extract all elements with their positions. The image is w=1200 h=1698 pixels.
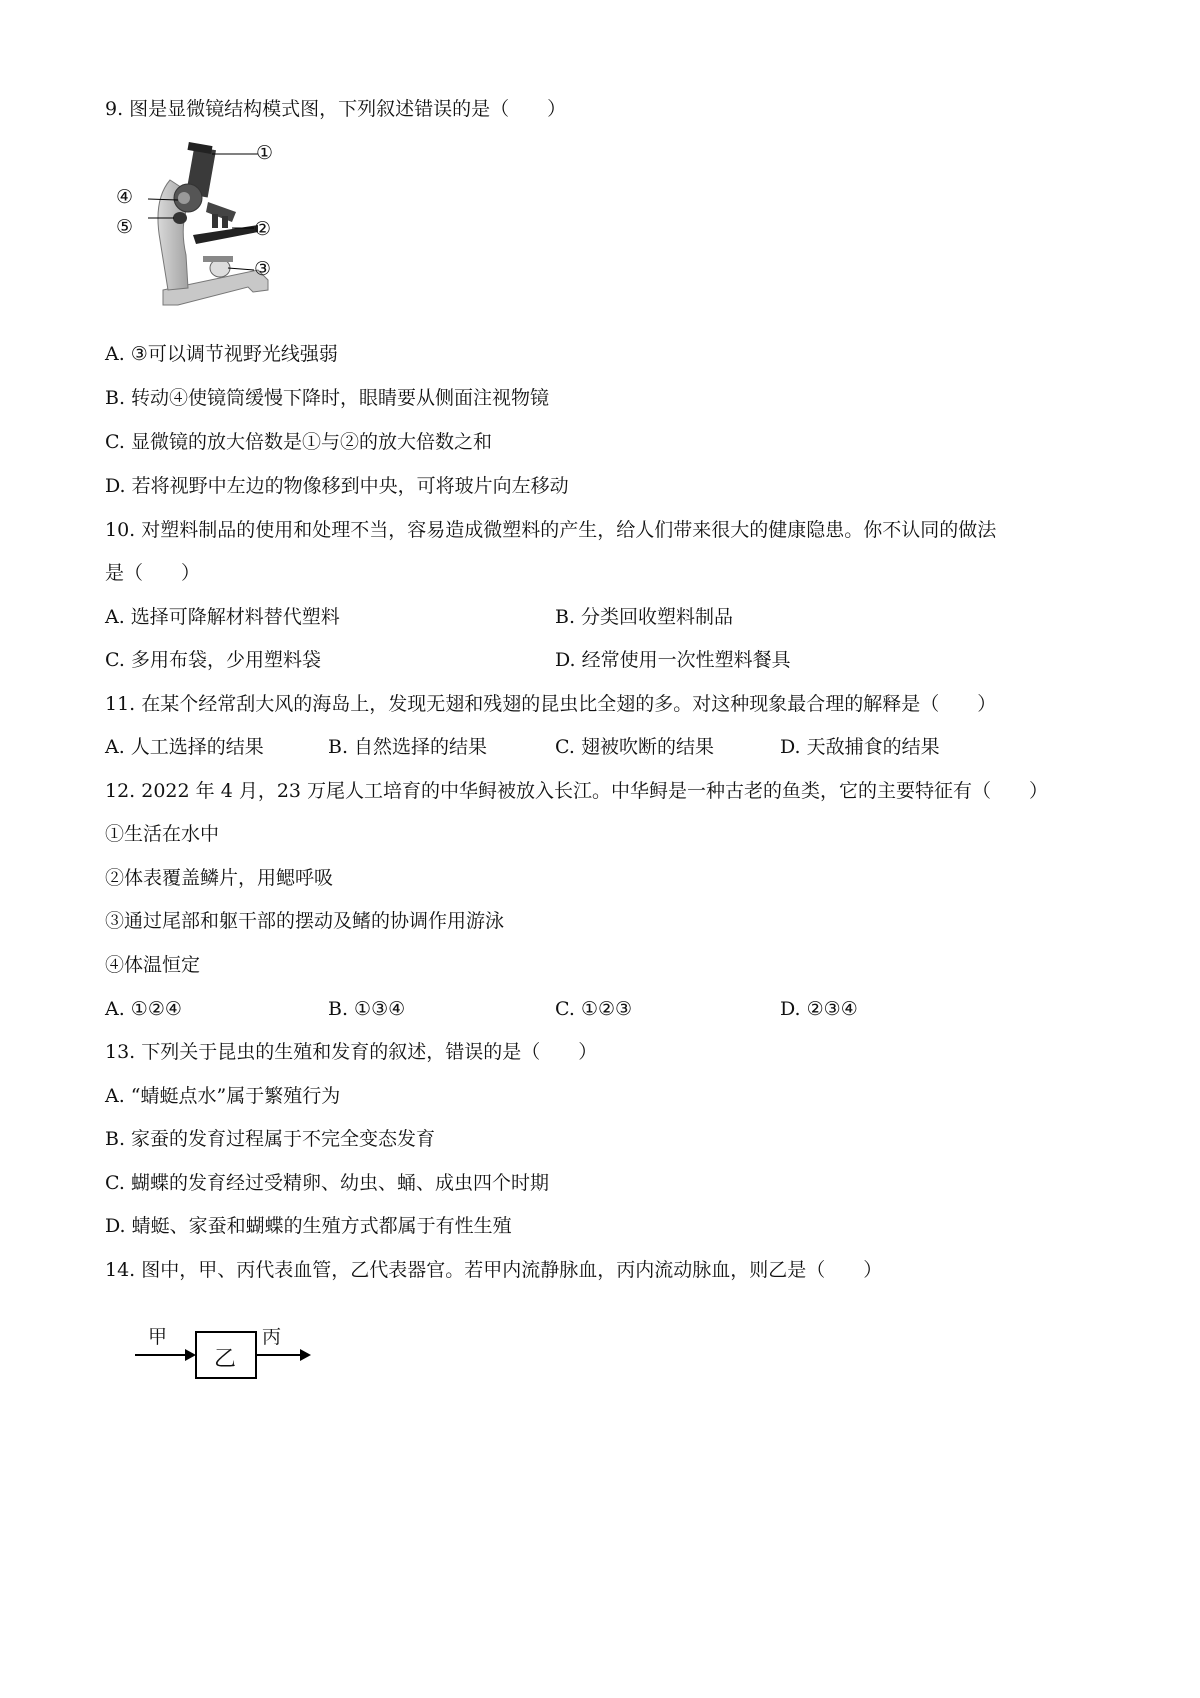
q12-statement-3: ③通过尾部和躯干部的摆动及鳍的协调作用游泳 [105,910,505,932]
q11-option-a: A. 人工选择的结果 [105,736,264,758]
q13-option-a: A. “蜻蜓点水”属于繁殖行为 [105,1085,341,1107]
q9-option-a: A. ③可以调节视野光线强弱 [105,343,338,365]
microscope-figure [108,140,298,315]
blood-flow-diagram [130,1320,320,1380]
label-3: ③ [254,258,272,280]
q13-option-c: C. 蝴蝶的发育经过受精卵、幼虫、蛹、成虫四个时期 [105,1172,549,1194]
q13-stem: 13. 下列关于昆虫的生殖和发育的叙述，错误的是（ ） [105,1041,598,1063]
q12-option-c: C. ①②③ [555,998,633,1020]
q9-option-d: D. 若将视野中左边的物像移到中央，可将玻片向左移动 [105,475,569,497]
q11-option-c: C. 翅被吹断的结果 [555,736,714,758]
label-2: ② [254,218,272,240]
q9-option-b: B. 转动④使镜筒缓慢下降时，眼睛要从侧面注视物镜 [105,387,550,409]
label-5: ⑤ [116,216,134,238]
q11-stem: 11. 在某个经常刮大风的海岛上，发现无翅和残翅的昆虫比全翅的多。对这种现象最合理的解释是（ ） [105,693,997,715]
q11-option-d: D. 天敌捕食的结果 [780,736,940,758]
q10-option-c: C. 多用布袋，少用塑料袋 [105,649,321,671]
q13-option-d: D. 蜻蜓、家蚕和蝴蝶的生殖方式都属于有性生殖 [105,1215,512,1237]
q12-option-a: A. ①②④ [105,998,182,1020]
q10-option-d: D. 经常使用一次性塑料餐具 [555,649,791,671]
diagram-label-yi: 乙 [214,1347,237,1372]
q12-statement-4: ④体温恒定 [105,954,201,976]
label-1: ① [256,142,274,164]
label-4: ④ [116,186,134,208]
diagram-label-jia: 甲 [148,1326,168,1348]
q11-option-b: B. 自然选择的结果 [328,736,488,758]
q12-statement-2: ②体表覆盖鳞片，用鳃呼吸 [105,867,334,889]
q13-option-b: B. 家蚕的发育过程属于不完全变态发育 [105,1128,436,1150]
q9-stem: 9. 图是显微镜结构模式图，下列叙述错误的是（ ） [105,98,567,120]
q12-option-d: D. ②③④ [780,998,858,1020]
q12-statement-1: ①生活在水中 [105,823,220,845]
q10-option-a: A. 选择可降解材料替代塑料 [105,606,340,628]
q10-option-b: B. 分类回收塑料制品 [555,606,734,628]
q12-option-b: B. ①③④ [328,998,406,1020]
diagram-label-bing: 丙 [262,1326,282,1348]
q14-stem: 14. 图中，甲、丙代表血管，乙代表器官。若甲内流静脉血，丙内流动脉血，则乙是（ ） [105,1259,883,1281]
q9-option-c: C. 显微镜的放大倍数是①与②的放大倍数之和 [105,431,492,453]
q10-stem-line2: 是（ ） [105,562,201,584]
q10-stem-line1: 10. 对塑料制品的使用和处理不当，容易造成微塑料的产生，给人们带来很大的健康隐患。你不认同的做法 [105,519,997,541]
q12-stem: 12. 2022 年 4 月，23 万尾人工培育的中华鲟被放入长江。中华鲟是一种古老的鱼类，它的主要特征有（ ） [105,780,1049,802]
